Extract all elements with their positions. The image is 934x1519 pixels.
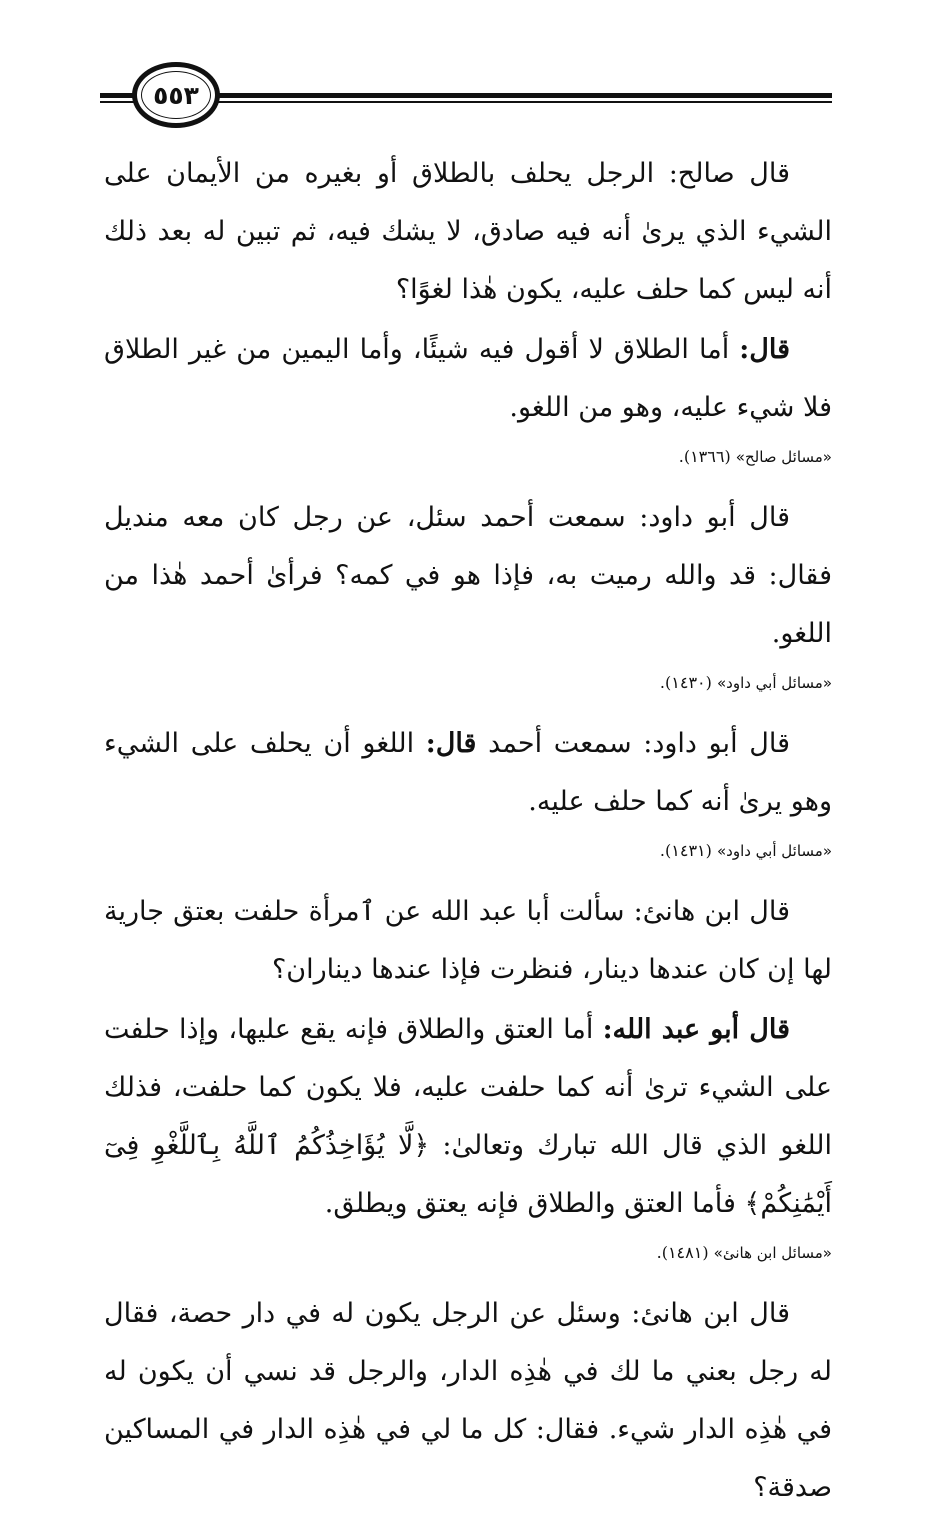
paragraph: [104, 715, 832, 831]
source-title: «مسائل ابن هانئ»: [713, 1244, 832, 1262]
paragraph-lead: قال أبو عبد الله:: [602, 1014, 790, 1045]
paragraph: [104, 1285, 832, 1517]
paragraph-text: قال ابن هانئ: سألت أبا عبد الله عن ٱمرأة حلفت بعتق جارية لها إن كان عندها دينار، فنظرت فإذا عندها ديناران؟: [104, 896, 832, 985]
paragraph-text: قال أبو داود: سمعت أحمد سئل، عن رجل كان معه منديل فقال: قد والله رميت به، فإذا هو في كمه؟ فرأىٰ أحمد هٰذا من اللغو.: [104, 502, 832, 649]
source-reference: (١٤٣٠).: [659, 673, 712, 692]
paragraph: [104, 489, 832, 663]
page-number: ٥٥٣: [153, 80, 199, 110]
paragraph-text: أما الطلاق لا أقول فيه شيئًا، وأما اليمين من غير الطلاق فلا شيء عليه، وهو من اللغو.: [104, 334, 832, 423]
paragraph-text: قال صالح: الرجل يحلف بالطلاق أو بغيره من الأيمان على الشيء الذي يرىٰ أنه فيه صادق، لا يشك فيه، ثم تبين له بعد ذلك أنه ليس كما حلف عليه، يكون هٰذا لغوًا؟: [104, 158, 832, 305]
source-citation: [104, 1241, 832, 1265]
paragraph-text: أما العتق والطلاق فإنه يقع عليها، وإذا حلفت على الشيء ترىٰ أنه كما حلفت عليه، فلا يكون كما حلفت، فذلك اللغو الذي قال الله تبارك وتعالىٰ: ﴿لَّا يُؤَاخِذُكُمُ ٱللَّهُ بِٱللَّغْوِ فِىٓ أَيْمَٰنِكُمْ﴾ فأما العتق والطلاق فإنه يعتق ويطلق.: [104, 1014, 832, 1219]
source-title: «مسائل أبي داود»: [716, 842, 832, 860]
page-number-badge: [132, 62, 220, 128]
paragraph: [104, 145, 832, 319]
paragraph-text: قال ابن هانئ: وسئل عن الرجل يكون له في دار حصة، فقال له رجل بعني ما لك في هٰذِه الدار، والرجل قد نسي أن يكون له في هٰذِه الدار شيء. فقال: كل ما لي في هٰذِه الدار في المساكين صدقة؟: [104, 1298, 832, 1503]
source-citation: [104, 839, 832, 863]
paragraph-lead: قال:: [425, 728, 477, 759]
source-title: «مسائل صالح»: [735, 448, 832, 466]
paragraph: [104, 883, 832, 999]
paragraph: [104, 1001, 832, 1233]
page-header: [100, 62, 832, 136]
paragraph-lead: قال:: [739, 334, 790, 365]
paragraph: [104, 321, 832, 437]
source-reference: (١٣٦٦).: [678, 447, 731, 466]
source-citation: [104, 671, 832, 695]
page-body: [104, 145, 832, 1519]
paragraph-text: اللغو أن يحلف على الشيء وهو يرىٰ أنه كما حلف عليه.: [104, 728, 832, 817]
source-citation: [104, 445, 832, 469]
source-title: «مسائل أبي داود»: [716, 674, 832, 692]
source-reference: (١٤٨١).: [656, 1243, 709, 1262]
source-reference: (١٤٣١).: [659, 841, 712, 860]
paragraph-text-before: قال أبو داود: سمعت أحمد: [476, 728, 790, 759]
